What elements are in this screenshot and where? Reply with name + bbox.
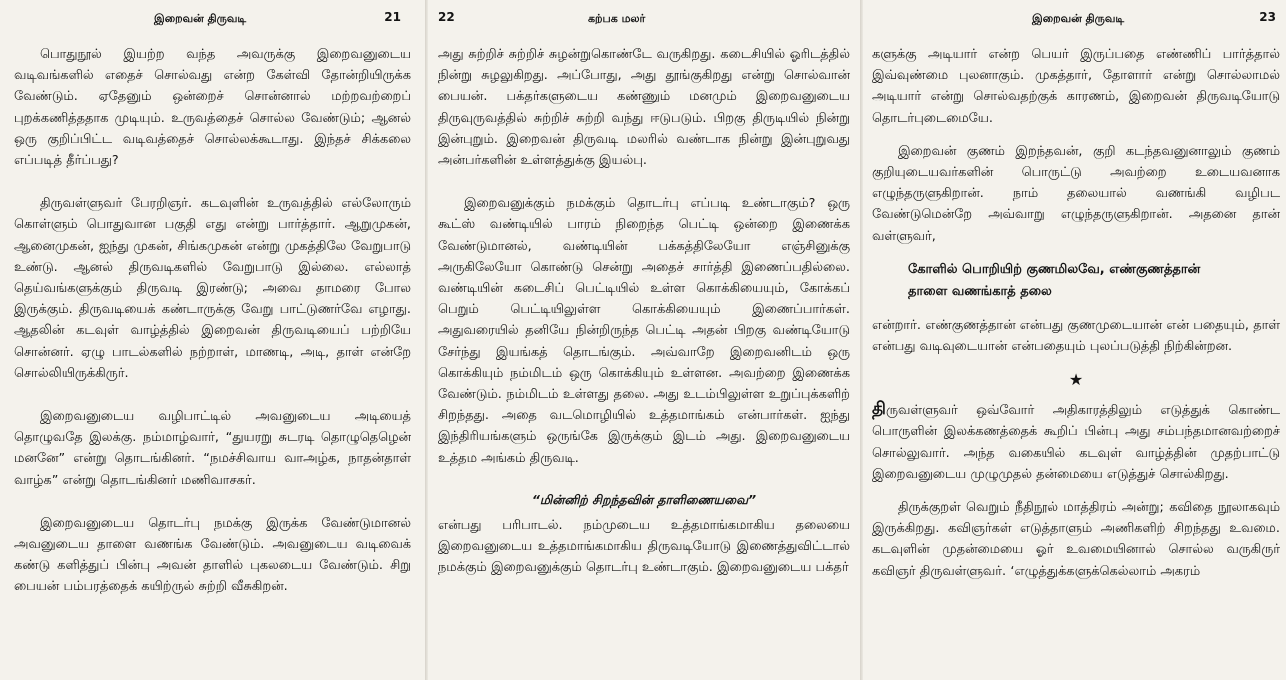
page-number: 21 <box>384 10 401 24</box>
paragraph: என்பது பரிபாடல். நம்முடைய உத்தமாங்கமாகிய தலையை இறைவனுடைய உத்தமாங்கமாகிய திருவடியோடு இணைத்துவிட்டால் நமக்கும் இறைவனுக்கும் தொடர்பு உண்டாகும். இறைவனுடைய பக்தர் <box>438 517 850 576</box>
running-title: கற்பக மலர் <box>588 12 646 25</box>
paragraph: என்றார். எண்குணத்தான் என்பது குணமுடையான் என் பதையும், தாள் என்பது வடிவுடையான் என்பதையும் புலப்படுத்தி நிற்கின்றன. <box>872 317 1280 355</box>
paragraph <box>872 399 1280 485</box>
page-22 <box>428 0 860 680</box>
page-header <box>14 12 411 32</box>
section-star-icon: ★ <box>1068 370 1084 390</box>
paragraph: இறைவனுடைய தொடர்பு நமக்கு இருக்க வேண்டுமானல் அவனுடைய தாளை வணங்க வேண்டும். அவனுடைய வடிவைக் கண்டு களித்துப் பின்பு அவன் தாளில் புகலடைய வேண்டும். சிறு பையன் பம்பரத்தைக் கயிற்ருல் சுற்றி வீசுகிறன். <box>14 515 411 595</box>
paragraph: அது சுற்றிச் சுற்றிச் சுழன்றுகொண்டே வருகிறது. கடைசியில் ஓரிடத்தில் நின்று சுழலுகிறது. அப்போது, அது தூங்குகிறது என்று சொல்வான் பையன். பக்தர்களுடைய கண்ணும் மனமும் இறைவனுடைய திருவுருவத்தில் சுற்றிச் சுற்றி வந்து ஈடுபடும். பிறகு திருடியில் நின்று இன்புறும். இறைவன் திருவடி மலரில் வண்டாக நின்று இன்புறுவது அன்பர்களின் உள்ளத்துக்கு இயல்பு. <box>438 47 850 169</box>
paragraph: இறைவனுடைய வழிபாட்டில் அவனுடைய அடியைத் தொழுவதே இலக்கு. நம்மாழ்வார், “துயரறு சுடரடி தொழுதெழென் மனனே” என்று தொடங்கினர். “நமச்சிவாய வாஅழ்க, நாதன்தாள் வாழ்க” என்று தொடங்கினர் மணிவாசகர். <box>14 409 411 488</box>
page-21 <box>0 0 425 680</box>
paragraph: திருவள்ளுவர் பேரறிஞர். கடவுளின் உருவத்தில் எல்லோரும் கொள்ளும் பொதுவான பகுதி எது என்று பார்த்தார். ஆறுமுகன், ஆனைமுகன், ஐந்து முகன், சிங்கமுகன் என்று முகத்திலே வேறுபாடு உண்டு. ஆனல் திருவடிகளில் வேறுபாடு இல்லை. எல்லாத் தெய்வங்களுக்கும் திருவடி இரண்டு; அவை தாமரை போல இருக்கும். திருவடியைக் கண்டாருக்கு வேறு பாட்டுணர்வே எழாது. ஆதலின் கடவுள் வாழ்த்தில் இறைவன் திருவடியைப் பற்றியே சொன்னர். ஏழு பாடல்களில் நற்றாள், மாணடி, அடி, தாள் என்றே சொல்லியிருக்கிருர். <box>14 196 411 381</box>
page-gutter <box>860 0 863 680</box>
paragraph: இறைவனுக்கும் நமக்கும் தொடர்பு எப்படி உண்டாகும்? ஒரு கூட்ஸ் வண்டியில் பாரம் நிறைந்த பெட்டி ஒன்றை இணைக்க வேண்டுமானல், வண்டியின் பக்கத்திலேயோ எஞ்சினுக்கு அருகிலேயோ கொண்டு சென்று அதைச் சார்த்தி இணைப்பதில்லை. வண்டியின் கடைசிப் பெட்டியில் உள்ள கொக்கியையும், கோக்கப் பெறும் பெட்டியிலுள்ள கொக்கியையும் இணைப்பார்கள். அதுவரையில் தனியே நின்றிருந்த பெட்டி அதன் பிறகு வண்டியோடு சேர்ந்து இயங்கத் தொடங்கும். அவ்வாறே இறைவனிடம் ஒரு கொக்கியும் நம்மிடம் ஒரு கொக்கியும் உள்ளன. அவற்றை இணைக்க வேண்டும். நம்மிடம் உள்ளது தலை. அது உடம்பிலுள்ள உறுப்புக்களிற் சிறந்தது. அதை வடமொழியில் உத்தமாங்கம் என்பார்கள். ஐந்து இந்திரியங்களும் ஒருங்கே இருக்கும் இடம் அது. இறைவனுடைய உத்தம அங்கம் திருவடி. <box>438 196 850 466</box>
kural-verse <box>908 259 1280 303</box>
verse-line: கோளில் பொறியிற் குணமிலவே, எண்குணத்தான் <box>908 261 1201 277</box>
page-header <box>438 12 850 32</box>
paragraph: பொதுநூல் இயற்ற வந்த அவருக்கு இறைவனுடைய வடிவங்களில் எதைச் சொல்வது என்ற கேள்வி தோன்றியிருக்க வேண்டும். ஏதேனும் ஒன்றைச் சொன்னால் மற்றவற்றைப் புறக்கணித்ததாக முடியும். உருவத்தைச் சொல்ல வேண்டும்; ஆனல் ஒரு குறிப்பிட்ட வடிவத்தைச் சொல்லக்கூடாது. இந்தச் சிக்கலை எப்படித் தீர்ப்பது? <box>14 47 411 169</box>
verse-line: தாளை வணங்காத் தலை <box>908 283 1052 299</box>
drop-initial: தி <box>872 399 887 420</box>
page-23 <box>864 0 1286 680</box>
paragraph: இறைவன் குணம் இறந்தவன், குறி கடந்தவனுனாலும் குணம் குறியுடையவர்களின் பொருட்டு அவற்றை உடையவனாக எழுந்தருளுகிறான். நாம் தலையால் வணங்கி வழிபட வேண்டுமென்றே அவ்வாறு எழுந்தருளுகிறான். அதனை தான் வள்ளுவர், <box>872 143 1280 244</box>
paragraph: திருக்குறள் வெறும் நீதிநூல் மாத்திரம் அன்று; கவிதை நூலாகவும் இருக்கிறது. கவிஞர்கள் எடுத்தாளும் அணிகளிற் சிறந்தது உவமை. கடவுளின் முதன்மையை ஓர் உவமையினால் சொல்ல வருகிருர் கவிஞர் திருவள்ளுவர். ‘எழுத்துக்களுக்கெல்லாம் அகரம் <box>872 500 1280 579</box>
paragraph: களுக்கு அடியார் என்ற பெயர் இருப்பதை எண்ணிப் பார்த்தால் இவ்வுண்மை புலனாகும். முகத்தார், தோளார் என்று சொல்லாமல் அடியார் என்று சொல்வதற்குக் காரணம், இறைவன் திருவடியோடு தொடர்புடைமையே. <box>872 47 1280 126</box>
paragraph-text: ருவள்ளுவர் ஒவ்வோர் அதிகாரத்திலும் எடுத்துக் கொண்ட பொருளின் இலக்கணத்தைக் கூறிப் பின்பு அது சம்பந்தமானவற்றைச் சொல்லுவார். அந்த வகையில் கடவுள் வாழ்த்தின் முதற்பாட்டு இறைவனுடைய முழுமுதல் தன்மையை எடுத்துச் சொல்கிறது. <box>872 403 1280 482</box>
page-number: 23 <box>1259 10 1276 24</box>
running-title: இறைவன் திருவடி <box>1032 12 1125 25</box>
running-title: இறைவன் திருவடி <box>154 12 247 25</box>
quote-heading: “மின்னிற் சிறந்தவின் தாளிணையவை” <box>531 491 757 507</box>
page-number: 22 <box>438 10 455 24</box>
page-header <box>872 12 1280 32</box>
